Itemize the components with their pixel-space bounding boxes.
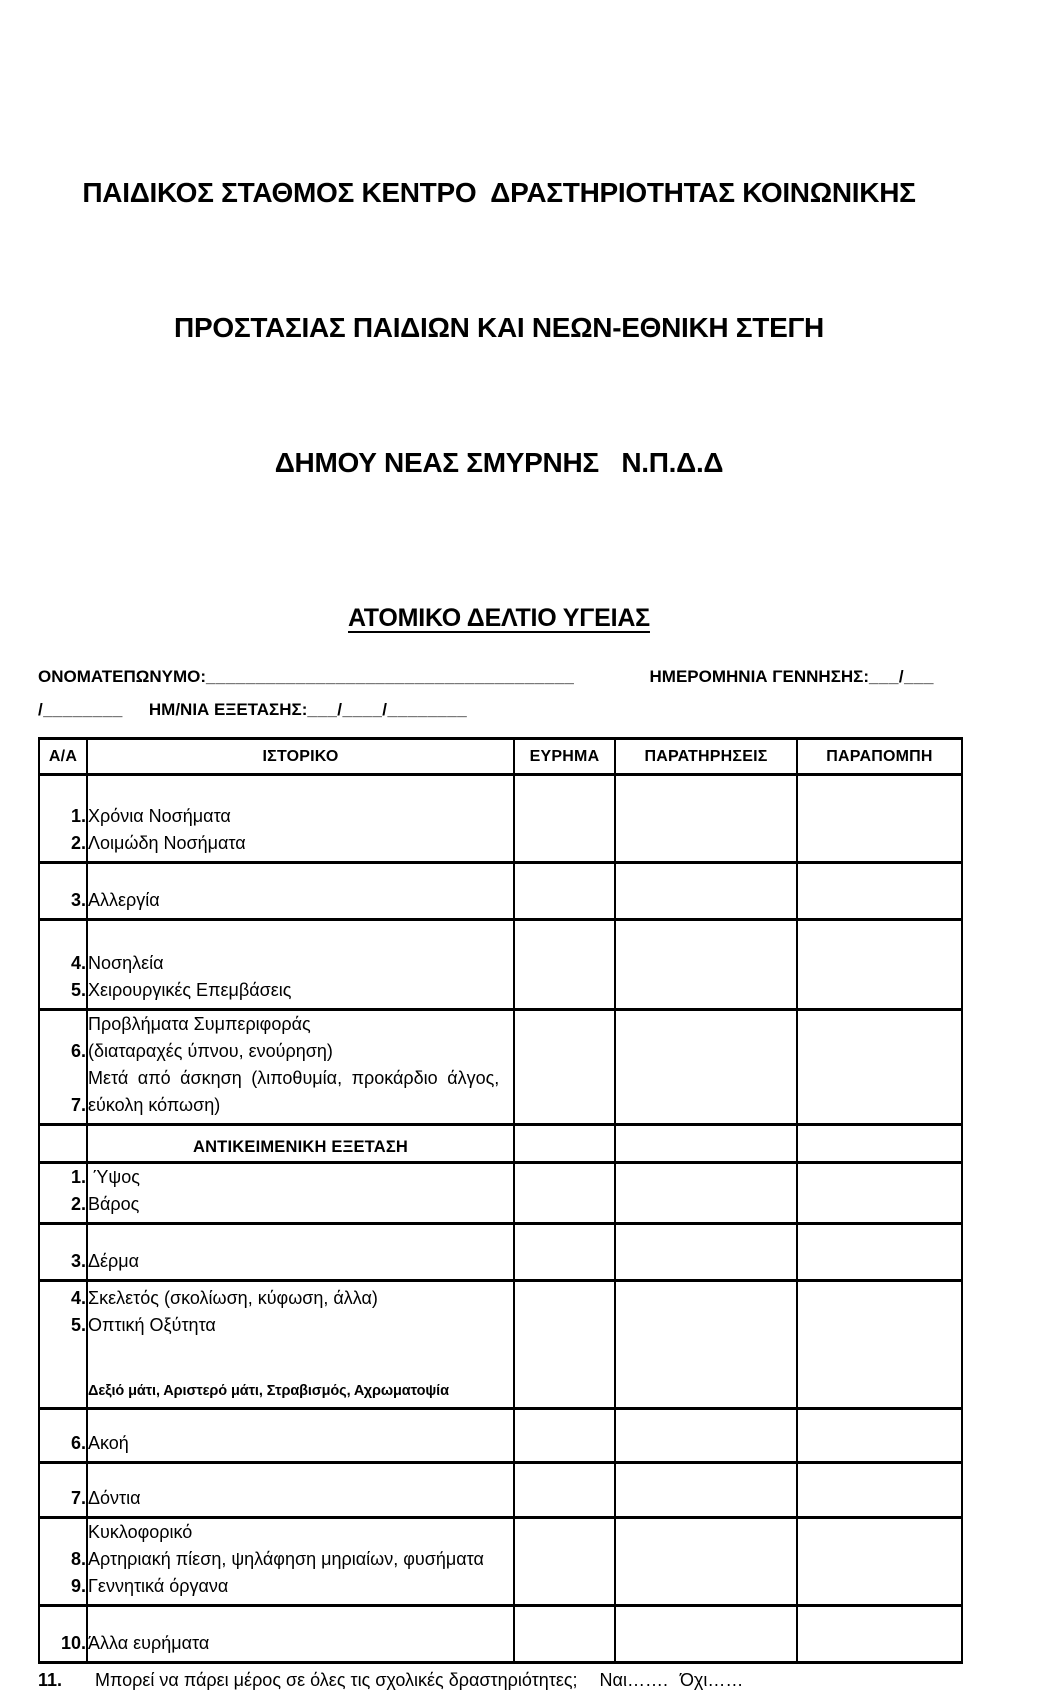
item-number: 4.	[70, 953, 86, 973]
history-cell	[87, 1409, 514, 1463]
table-row	[39, 863, 962, 920]
history-cell	[87, 775, 514, 863]
observations-cell	[615, 1125, 797, 1163]
item-number: 4.	[70, 1288, 86, 1308]
item-text: Λοιμώδη Νοσήματα	[88, 833, 246, 853]
item-text: Προβλήματα Συμπεριφοράς	[88, 1014, 311, 1034]
item-number: 1.	[70, 806, 86, 826]
observations-cell	[615, 1281, 797, 1409]
referral-cell	[797, 1518, 962, 1606]
table-row	[39, 1409, 962, 1463]
finding-cell	[514, 1518, 615, 1606]
item-number: 8.	[70, 1549, 86, 1569]
table-row	[39, 1518, 962, 1606]
item-number: 9.	[70, 1576, 86, 1596]
referral-cell	[797, 863, 962, 920]
observations-cell	[615, 863, 797, 920]
item-number: 10.	[60, 1633, 86, 1653]
item-number: 2.	[70, 833, 86, 853]
observations-cell	[615, 1409, 797, 1463]
title-line-3: ΔΗΜΟΥ ΝΕΑΣ ΣΜΥΡΝΗΣ Ν.Π.Δ.Δ	[274, 447, 724, 478]
organization-title	[38, 80, 960, 575]
table-body	[39, 775, 962, 1663]
aa-cell	[39, 1125, 87, 1163]
finding-cell	[514, 863, 615, 920]
item-text: Άλλα ευρήματα	[88, 1633, 210, 1653]
form-title: ΑΤΟΜΙΚΟ ΔΕΛΤΙΟ ΥΓΕΙΑΣ	[348, 604, 650, 632]
item-number: 1.	[70, 1167, 86, 1187]
aa-cell	[39, 1224, 87, 1281]
referral-cell	[797, 1224, 962, 1281]
observations-cell	[615, 920, 797, 1010]
item-number: 2.	[70, 1194, 86, 1214]
no-blank: Όχι……	[679, 1670, 744, 1690]
col-header-aa: Α/Α	[39, 739, 87, 775]
history-cell	[87, 1010, 514, 1125]
referral-cell	[797, 1010, 962, 1125]
history-cell	[87, 1606, 514, 1663]
referral-cell	[797, 1163, 962, 1224]
question-11	[38, 1666, 960, 1694]
question-11-text: Μπορεί να πάρει μέρος σε όλες τις σχολικές δραστηριότητες;	[95, 1670, 578, 1690]
col-header-referral: ΠΑΡΑΠΟΜΠΗ	[797, 739, 962, 775]
item-number	[40, 1519, 86, 1546]
item-number	[40, 1065, 86, 1092]
finding-cell	[514, 775, 615, 863]
item-text: Σκελετός (σκολίωση, κύφωση, άλλα)	[88, 1288, 378, 1308]
history-cell	[87, 1463, 514, 1518]
birthdate-blank-continued: /________	[38, 700, 123, 719]
observations-cell	[615, 1163, 797, 1224]
aa-cell	[39, 1518, 87, 1606]
col-header-history: ΙΣΤΟΡΙΚΟ	[87, 739, 514, 775]
fullname-label: ΟΝΟΜΑΤΕΠΩΝΥΜΟ:	[38, 667, 207, 686]
history-cell	[87, 1224, 514, 1281]
table-header-row	[39, 739, 962, 775]
item-number: 5.	[70, 1315, 86, 1335]
item-number: 3.	[70, 1251, 86, 1271]
title-line-1: ΠΑΙΔΙΚΟΣ ΣΤΑΘΜΟΣ ΚΕΝΤΡΟ ΔΡΑΣΤΗΡΙΟΤΗΤΑΣ ΚΟΙΝΩΝΙΚΗΣ	[82, 177, 916, 208]
question-11-number: 11.	[38, 1670, 63, 1690]
item-text: Αλλεργία	[88, 890, 160, 910]
item-number	[40, 1379, 86, 1403]
examdate-line	[38, 693, 960, 726]
item-number: 7.	[70, 1488, 86, 1508]
referral-cell	[797, 1125, 962, 1163]
col-header-finding: ΕΥΡΗΜΑ	[514, 739, 615, 775]
name-and-birthdate-line	[38, 660, 960, 693]
item-text: εύκολη κόπωση)	[88, 1095, 221, 1115]
finding-cell	[514, 920, 615, 1010]
aa-cell	[39, 920, 87, 1010]
referral-cell	[797, 1606, 962, 1663]
item-text: Μετά από άσκηση (λιποθυμία, προκάρδιο άλγος,	[88, 1068, 500, 1088]
finding-cell	[514, 1224, 615, 1281]
observations-cell	[615, 775, 797, 863]
finding-cell	[514, 1409, 615, 1463]
item-text: Κυκλοφορικό	[88, 1522, 193, 1542]
finding-cell	[514, 1010, 615, 1125]
item-text: Χειρουργικές Επεμβάσεις	[88, 980, 292, 1000]
birthdate-label: ΗΜΕΡΟΜΗΝΙΑ ΓΕΝΝΗΣΗΣ:	[649, 667, 870, 686]
table-row	[39, 1463, 962, 1518]
fields-section	[38, 660, 960, 726]
item-text: Δεξιό μάτι, Αριστερό μάτι, Στραβισμός, Αχρωματοψία	[88, 1383, 449, 1399]
item-text: Νοσηλεία	[88, 953, 164, 973]
item-text: Γεννητικά όργανα	[88, 1576, 229, 1596]
finding-cell	[514, 1463, 615, 1518]
table-row	[39, 1163, 962, 1224]
item-text: Αρτηριακή πίεση, ψηλάφηση μηριαίων, φυσήματα	[88, 1549, 484, 1569]
referral-cell	[797, 1281, 962, 1409]
item-number: 7.	[70, 1095, 86, 1115]
birthdate-blank: ___/___	[869, 667, 934, 686]
table-row	[39, 1010, 962, 1125]
observations-cell	[615, 1518, 797, 1606]
observations-cell	[615, 1010, 797, 1125]
aa-cell	[39, 1606, 87, 1663]
finding-cell	[514, 1125, 615, 1163]
item-text: Βάρος	[88, 1194, 140, 1214]
table-row	[39, 1125, 962, 1163]
table-row	[39, 1606, 962, 1663]
aa-cell	[39, 863, 87, 920]
item-text: Δόντια	[88, 1488, 141, 1508]
history-cell	[87, 920, 514, 1010]
aa-cell	[39, 775, 87, 863]
item-number: 3.	[70, 890, 86, 910]
item-text: Οπτική Οξύτητα	[88, 1315, 216, 1335]
table-row	[39, 1281, 962, 1409]
aa-cell	[39, 1010, 87, 1125]
referral-cell	[797, 775, 962, 863]
aa-cell	[39, 1463, 87, 1518]
aa-cell	[39, 1281, 87, 1409]
history-cell	[87, 1518, 514, 1606]
form-header	[38, 80, 960, 633]
fullname-blank: _____________________________________	[206, 667, 575, 686]
finding-cell	[514, 1163, 615, 1224]
yes-blank: Ναι…….	[599, 1670, 668, 1690]
table-row	[39, 920, 962, 1010]
aa-cell	[39, 1409, 87, 1463]
observations-cell	[615, 1224, 797, 1281]
item-number: 5.	[70, 980, 86, 1000]
item-text: (διαταραχές ύπνου, ενούρηση)	[88, 1041, 333, 1061]
referral-cell	[797, 1409, 962, 1463]
aa-cell	[39, 1163, 87, 1224]
item-number: 6.	[70, 1041, 86, 1061]
observations-cell	[615, 1606, 797, 1663]
item-text: Δέρμα	[88, 1251, 140, 1271]
table-row	[39, 775, 962, 863]
examdate-label: ΗΜ/ΝΙΑ ΕΞΕΤΑΣΗΣ:	[148, 700, 308, 719]
item-number: 6.	[70, 1433, 86, 1453]
examdate-blank: ___/____/________	[307, 700, 468, 719]
title-line-2: ΠΡΟΣΤΑΣΙΑΣ ΠΑΙΔΙΩΝ ΚΑΙ ΝΕΩΝ-ΕΘΝΙΚΗ ΣΤΕΓΗ	[174, 312, 824, 343]
finding-cell	[514, 1281, 615, 1409]
col-header-observations: ΠΑΡΑΤΗΡΗΣΕΙΣ	[615, 739, 797, 775]
item-number	[40, 1011, 86, 1038]
table-row	[39, 1224, 962, 1281]
item-text: Ακοή	[88, 1433, 129, 1453]
finding-cell	[514, 1606, 615, 1663]
section-header-cell: ΑΝΤΙΚΕΙΜΕΝΙΚΗ ΕΞΕΤΑΣΗ	[87, 1125, 514, 1163]
history-cell	[87, 1163, 514, 1224]
history-cell	[87, 1281, 514, 1409]
item-text: Ύψος	[88, 1167, 140, 1187]
health-record-table	[38, 737, 963, 1664]
referral-cell	[797, 920, 962, 1010]
item-text: Χρόνια Νοσήματα	[88, 806, 231, 826]
referral-cell	[797, 1463, 962, 1518]
observations-cell	[615, 1463, 797, 1518]
history-cell	[87, 863, 514, 920]
